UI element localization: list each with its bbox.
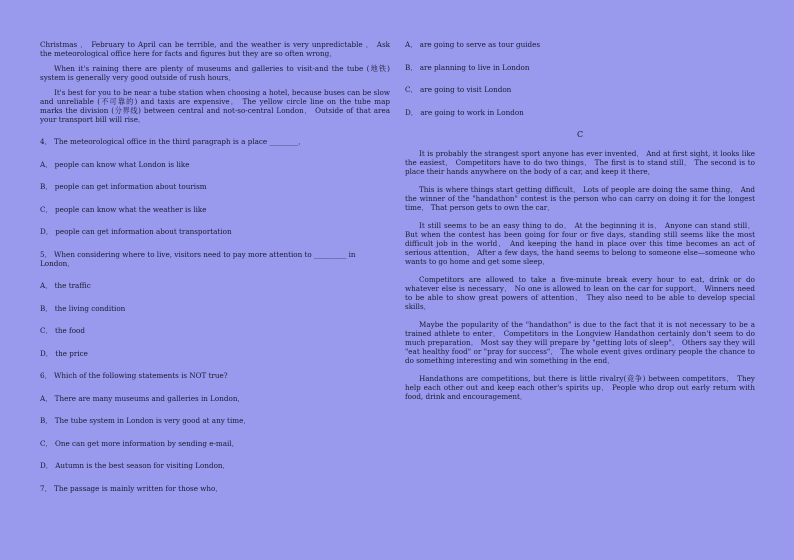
option-b: B． The tube system in London is very good at any time．	[40, 416, 251, 425]
passage-paragraph: It still seems to be an easy thing to do． At the beginning it is． Anyone can stand still． But when the contest has been going for four or five days, standing still seems like the most difficult job in the world． And keeping the hand in place over this time becomes an act of serious attention． After a few days, the hand seems to belong to someone else—someone who wants to go home and get some sleep．	[405, 221, 755, 266]
option-d: D． the price	[40, 348, 88, 358]
option-c: C． One can get more information by sending e-mail．	[40, 438, 239, 448]
passage-paragraph: Competitors are allowed to take a five-minute break every hour to eat, drink or do whatever else is necessary． No one is allowed to lean on the car for support． Winners need to be able to show great powers of attention． They also need to be able to develop special skills．	[405, 275, 755, 311]
option-d: D． people can get information about transportation	[40, 227, 232, 236]
passage-paragraph: Maybe the popularity of the "handathon" is due to the fact that it is not necessary to be a trained athlete to enter． Competitors in the Longview Handathon certainly don't seem to do much preparation． Most say they will prepare by "getting lots of sleep"． Others say they will "eat healthy food" or "pray for success"． The whole event gives ordinary people the chance to do something interesting and win something in the end．	[405, 320, 755, 365]
passage-paragraph: When it's raining there are plenty of museums and galleries to visit-and the tube (地铁) system is generally very good outside of rush hours．	[40, 64, 390, 82]
question-stem: 6． Which of the following statements is NOT true?	[40, 371, 228, 380]
passage-paragraph: This is where things start getting difficult． Lots of people are doing the same thing． And the winner of the "handathon" contest is the person who can carry on doing it for the longest time． That person gets to own the car．	[405, 185, 755, 212]
option-a: A． people can know what London is like	[40, 159, 190, 169]
option-d: D． are going to work in London	[405, 107, 524, 117]
option-a: A． are going to serve as tour guides	[405, 40, 541, 49]
option-b: B． people can get information about tourism	[40, 182, 207, 191]
passage-paragraph: It's best for you to be near a tube station when choosing a hotel, because buses can be slow and unreliable (不可靠的) and taxis are expensive． The yellow circle line on the tube map marks the division (分界线) between central and not-so-central London． Outside of that area your transport bill will rise．	[40, 88, 390, 124]
passage-paragraph: Handathons are competitions, but there is little rivalry(竞争) between competitors． They help each other out and keep each other's spirits up． People who drop out early return with food, drink and encouragement．	[405, 374, 755, 401]
option-c: C． the food	[40, 326, 85, 335]
section-heading: C	[576, 130, 584, 139]
question-stem: 4． The meteorological office in the third paragraph is a place ________．	[40, 137, 306, 146]
question-stem: 5． When considering where to live, visitors need to pay more attention to _________ in London．	[40, 249, 356, 268]
option-c: C． people can know what the weather is like	[40, 204, 207, 214]
left-column	[40, 40, 390, 506]
option-a: A． There are many museums and galleries in London．	[40, 393, 245, 403]
question-stem: 7． The passage is mainly written for those who．	[40, 483, 223, 493]
right-column	[405, 40, 755, 410]
option-a: A． the traffic	[40, 281, 91, 290]
passage-paragraph: Christmas ． February to April can be terrible, and the weather is very unpredictable ． Ask the meteorological office here for facts and figures but they are so often wrong．	[40, 40, 390, 58]
option-b: B． are planning to live in London	[405, 62, 530, 72]
option-d: D． Autumn is the best season for visiting London．	[40, 461, 230, 470]
passage-paragraph: It is probably the strangest sport anyone has ever invented． And at first sight, it looks like the easiest． Competitors have to do two things． The first is to stand still． The second is to place their hands anywhere on the body of a car, and keep it there．	[405, 149, 755, 176]
option-b: B． the living condition	[40, 303, 126, 313]
option-c: C． are going to visit London	[405, 85, 512, 94]
